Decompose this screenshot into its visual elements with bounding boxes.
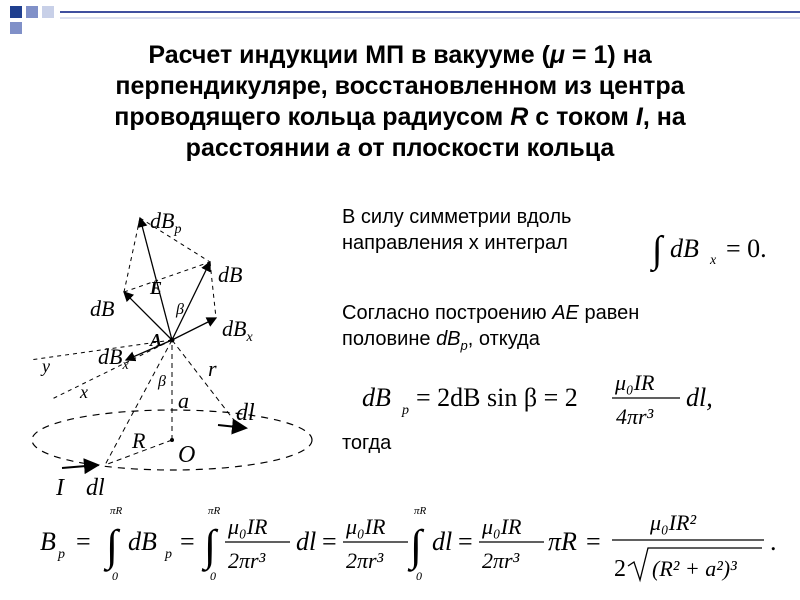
- svg-text:dl: dl: [432, 527, 453, 556]
- svg-text:μ₀IR: μ₀IR: [482, 514, 522, 539]
- svg-text:∫: ∫: [652, 229, 663, 271]
- svg-text:∫: ∫: [204, 521, 217, 570]
- svg-text:μ₀IR: μ₀IR: [228, 514, 268, 539]
- svg-text:a: a: [178, 388, 189, 413]
- title-line-2: перпендикуляре, восстановленном из центра: [115, 72, 685, 100]
- svg-text:= 2dB sin β = 2: = 2dB sin β = 2: [416, 383, 578, 412]
- svg-text:=: =: [180, 527, 195, 556]
- dB-left-arrow: [124, 292, 172, 340]
- svg-text:0: 0: [112, 569, 118, 583]
- point-A: [170, 338, 175, 343]
- svg-text:dl: dl: [236, 400, 255, 426]
- symmetry-text: [342, 204, 571, 256]
- svg-text:(R² + a²)³: (R² + a²)³: [652, 556, 737, 581]
- svg-text:dB: dB: [90, 296, 115, 321]
- svg-text:β: β: [158, 373, 166, 390]
- svg-text:dB: dB: [218, 262, 243, 287]
- deco-square-2: [26, 6, 38, 18]
- svg-text:0: 0: [416, 569, 422, 583]
- ring-diagram: [0, 200, 335, 500]
- title-line-4: расстоянии a от плоскости кольца: [185, 134, 615, 162]
- svg-text:μ₀IR²: μ₀IR²: [650, 510, 697, 535]
- svg-text:μ₀IR: μ₀IR: [346, 514, 386, 539]
- construction-line-2: половине $dB_p$, откуда: [342, 328, 540, 353]
- svg-text:.: .: [770, 527, 777, 556]
- r-line: [172, 340, 240, 428]
- svg-text:β: β: [176, 301, 184, 318]
- svg-text:dl,: dl,: [686, 383, 713, 412]
- svg-text:O: O: [178, 442, 196, 468]
- svg-text:dBx: $dB_x$: [98, 344, 129, 373]
- deco-square-4: [42, 6, 54, 18]
- svg-text:2: 2: [614, 556, 626, 582]
- svg-text:=: =: [322, 527, 337, 556]
- header-decoration: [0, 0, 800, 40]
- svg-text:r: r: [208, 356, 217, 381]
- point-O: [170, 438, 174, 442]
- formula-dBp: [360, 362, 780, 432]
- deco-square-3: [10, 22, 22, 34]
- svg-text:y: y: [42, 356, 50, 376]
- svg-text:dl: dl: [296, 527, 317, 556]
- svg-text:B: B: [40, 527, 56, 556]
- title-line-1: Расчет индукции МП в вакууме (μ = 1) на: [148, 41, 652, 69]
- svg-text:x: x: [80, 382, 88, 402]
- svg-text:p: p: [165, 547, 172, 562]
- svg-text:0: 0: [210, 569, 216, 583]
- svg-text:∫: ∫: [410, 521, 423, 570]
- title-line-3: проводящего кольца радиусом R с током I, на: [114, 103, 686, 131]
- svg-text:=: =: [458, 527, 473, 556]
- dBx-left-arrow: [126, 340, 172, 360]
- svg-text:2πr³: 2πr³: [228, 548, 266, 573]
- svg-text:p: p: [58, 547, 65, 562]
- svg-text:4πr³: 4πr³: [616, 404, 654, 429]
- then-text: тогда: [342, 432, 392, 454]
- svg-text:E: E: [150, 278, 163, 298]
- dl-bottom-arrow: [62, 465, 98, 468]
- svg-text:πR: πR: [414, 505, 427, 517]
- formula-final: [40, 500, 790, 598]
- svg-text:=: =: [586, 527, 601, 556]
- svg-text:2πr³: 2πr³: [346, 548, 384, 573]
- svg-text:μ₀IR: μ₀IR: [615, 370, 655, 395]
- svg-text:πR: πR: [208, 505, 221, 517]
- deco-square-1: [10, 6, 22, 18]
- svg-text:I: I: [56, 475, 64, 500]
- svg-text:dB: dB: [362, 383, 391, 412]
- svg-text:2πr³: 2πr³: [482, 548, 520, 573]
- dBx-right-arrow: [172, 318, 216, 340]
- slide-title: [10, 40, 790, 164]
- svg-text:dl: dl: [86, 475, 105, 500]
- svg-text:p: p: [402, 403, 409, 418]
- svg-text:∫: ∫: [106, 521, 119, 570]
- formula-integral-zero: [650, 222, 795, 272]
- svg-text:= 0.: = 0.: [726, 234, 767, 263]
- svg-text:A: A: [150, 330, 163, 350]
- svg-text:dBx: $dB_x$: [222, 316, 253, 345]
- svg-text:dB: dB: [128, 527, 157, 556]
- svg-text:πR: πR: [548, 527, 577, 556]
- svg-text:x: x: [710, 253, 717, 268]
- symmetry-line-1: В силу симметрии вдоль: [342, 206, 572, 228]
- svg-text:R: R: [132, 428, 146, 453]
- svg-text:dB: dB: [670, 234, 699, 263]
- construction-text: [342, 300, 639, 359]
- svg-text:dBp: $dB_p$: [150, 208, 182, 237]
- construction-line-1: Согласно построению AE равен: [342, 302, 640, 324]
- svg-text:=: =: [76, 527, 91, 556]
- symmetry-line-2: направления x интеграл: [342, 232, 568, 254]
- svg-text:πR: πR: [110, 505, 123, 517]
